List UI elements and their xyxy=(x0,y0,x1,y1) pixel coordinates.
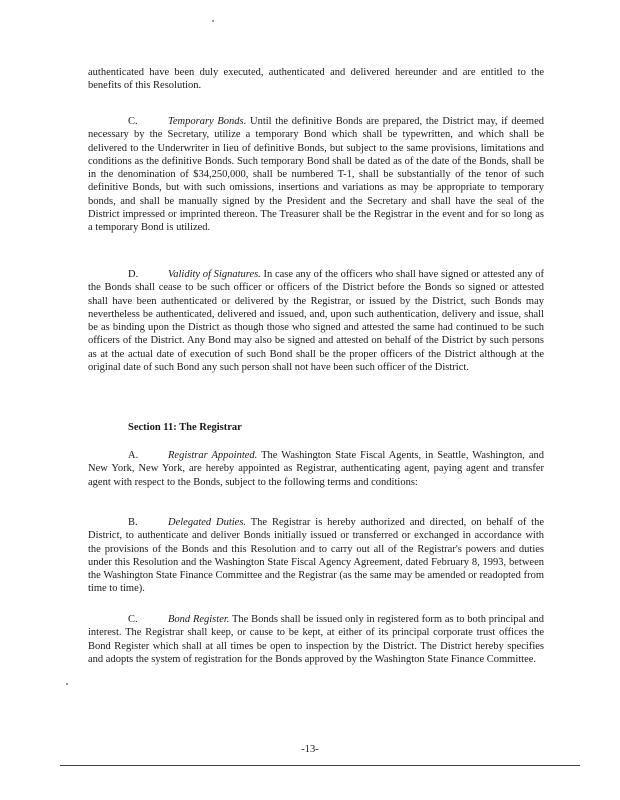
registrar-appointed-section xyxy=(88,449,544,489)
temporary-bonds-paragraph xyxy=(88,115,544,235)
section-body: The Registrar is hereby authorized and directed, on behalf of the District, to authenticate and deliver Bonds initially issued or transferred or exchanged in accordance with the provisions of the Bonds and this Resolution and to carry out all of the Registrar's powers and duties under this Resolution and the Washington State Fiscal Agency Agreement, dated February 8, 1993, between the Washington State Finance Committee and the Registrar (as the same may be amended or readopted from time to time). xyxy=(88,517,545,595)
section-title: Bond Register. xyxy=(168,614,230,625)
delegated-duties-section xyxy=(88,516,544,596)
registrar-appointed-paragraph xyxy=(88,449,544,489)
delegated-duties-paragraph xyxy=(88,516,544,596)
section-body: In case any of the officers who shall have signed or attested any of the Bonds shall cease to be such officer or officers of the District before the Bonds so signed or attested shall have been authenticated or delivered by the Registrar, or issued by the District, such Bonds may nevertheless be authenticated, delivered and issued, and, upon such authentication, delivery and issue, shall be as binding upon the District as though those who signed and attested the same had continued to be such officers of the District. Any Bond may also be signed and attested on behalf of the District by such persons as at the actual date of execution of such Bond shall be the proper officers of the District although at the original date of such Bond any such person shall not have been such officer of the District. xyxy=(88,269,545,374)
section-letter: D. xyxy=(128,269,139,280)
section-title: Registrar Appointed. xyxy=(168,450,258,461)
footer-rule xyxy=(60,765,580,766)
bond-register-paragraph xyxy=(88,613,544,666)
section-body: Until the definitive Bonds are prepared, the District may, if deemed necessary by the Secretary, utilize a temporary Bond which shall be typewritten, and which shall be delivered to the Underwriter in lieu of definitive Bonds, but subject to the same provisions, limitations and conditions as the definitive Bonds. Such temporary Bond shall be dated as of the date of the Bonds, shall be in the denomination of $34,250,000, shall be numbered T-1, shall be substantially of the tenor of such definitive Bonds, but with such omissions, insertions and variations as may be appropriate to temporary bonds, and shall be manually signed by the President and the Secretary and shall have the seal of the District impressed or imprinted thereon. The Treasurer shall be the Registrar in the event and for so long as a temporary Bond is utilized. xyxy=(88,116,545,234)
validity-paragraph xyxy=(88,268,544,374)
section-letter: B. xyxy=(128,517,138,528)
bond-register-section xyxy=(88,613,544,666)
section-body: The Bonds shall be issued only in registered form as to both principal and interest. The Registrar shall keep, or cause to be kept, at either of its principal corporate trust offices the Bond Register which shall at all times be open to inspection by the District. The District hereby specifies and adopts the system of registration for the Bonds approved by the Washington State Finance Committee. xyxy=(88,614,544,665)
intro-paragraph: authenticated have been duly executed, authenticated and delivered hereunder and are entitled to the benefits of this Resolution. xyxy=(88,67,544,92)
section-letter: C. xyxy=(128,116,138,127)
scan-speck xyxy=(66,683,68,685)
scan-speck xyxy=(212,20,214,22)
section-title: Validity of Signatures. xyxy=(168,269,261,280)
intro-text-block xyxy=(88,66,544,93)
section-body: The Washington State Fiscal Agents, in Seattle, Washington, and New York, New York, are hereby appointed as Registrar, authenticating agent, paying agent and transfer agent with respect to the Bonds, subject to the following terms and conditions: xyxy=(88,450,544,488)
temporary-bonds-section xyxy=(88,115,544,235)
section-title: Delegated Duties. xyxy=(168,517,247,528)
section-letter: A. xyxy=(128,450,139,461)
section-heading: Section 11: The Registrar xyxy=(128,422,242,433)
section-letter: C. xyxy=(128,614,138,625)
section-11-heading-block xyxy=(128,421,544,434)
page-number: -13- xyxy=(301,744,319,755)
section-title: Temporary Bonds. xyxy=(168,116,247,127)
validity-of-signatures-section xyxy=(88,268,544,374)
